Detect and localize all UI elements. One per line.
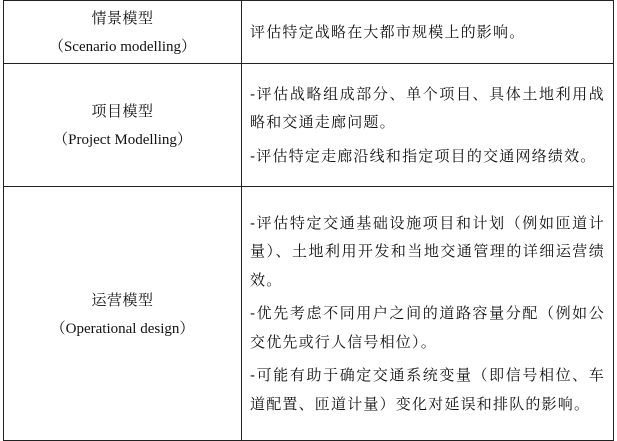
model-name-chinese: 运营模型	[91, 290, 154, 309]
model-name-cell	[4, 64, 242, 187]
model-name-cell	[4, 187, 242, 441]
model-description-cell	[242, 64, 614, 187]
description-item: -评估战略组成部分、单个项目、具体土地利用战略和交通走廊问题。	[250, 84, 605, 132]
description-item: -可能有助于确定交通系统变量（即信号相位、车道配置、匝道计量）变化对延误和排队的影响。	[250, 366, 605, 413]
model-name-cell	[4, 1, 242, 64]
description-item: -优先考虑不同用户之间的道路容量分配（例如公交优先或行人信号相位）。	[250, 304, 605, 351]
table-row-operational	[4, 187, 614, 441]
description-item: -评估特定交通基础设施项目和计划（例如匝道计量）、土地利用开发和当地交通管理的详细运营绩效。	[250, 213, 605, 289]
model-description-cell	[242, 187, 614, 441]
model-name-chinese: 情景模型	[91, 9, 154, 27]
description-item: -评估特定走廊沿线和指定项目的交通网络绩效。	[250, 146, 597, 165]
description-item: 评估特定战略在大都市规模上的影响。	[250, 22, 526, 41]
model-name-english: （Operational design）	[50, 320, 195, 337]
table-row-scenario	[4, 1, 614, 64]
model-comparison-table	[3, 0, 614, 441]
table-row-project	[4, 64, 614, 187]
model-description-cell	[242, 1, 614, 64]
model-name-english: （Project Modelling）	[53, 132, 192, 148]
model-name-english: （Scenario modelling）	[48, 39, 197, 55]
model-name-chinese: 项目模型	[91, 102, 154, 120]
